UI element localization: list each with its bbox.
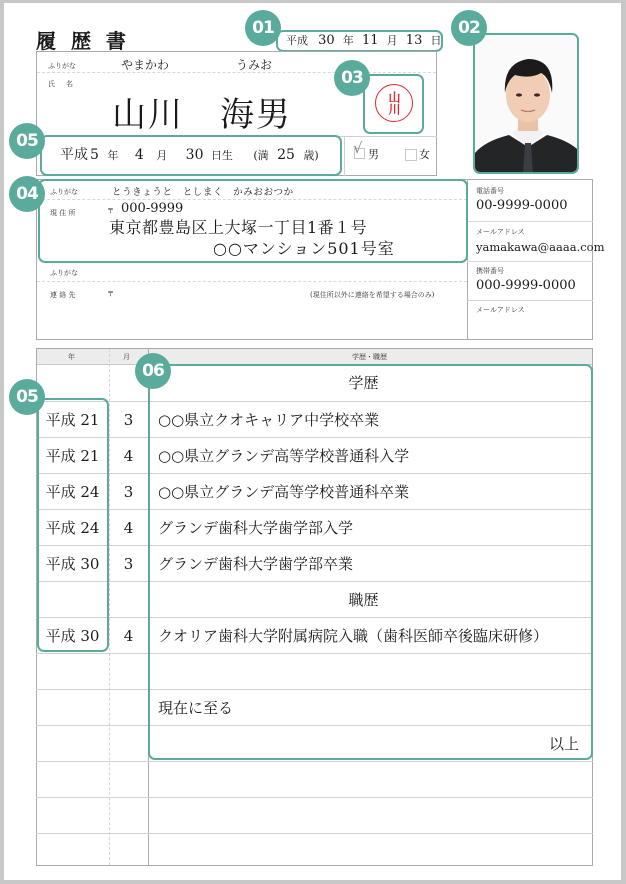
name-furigana-given: うみお xyxy=(236,58,273,72)
history-row: 平成 24 3 ○○県立グランデ高等学校普通科卒業 xyxy=(36,473,593,509)
birth-year: 5 xyxy=(90,147,99,163)
birth-age-prefix: (満 xyxy=(253,149,269,162)
gender-female-checkbox[interactable] xyxy=(405,149,417,161)
section-heading-work: 職歴 xyxy=(348,591,379,609)
contact-postal-mark-icon: 〒 xyxy=(107,290,114,298)
header-month: 月 xyxy=(123,353,130,361)
check-mark-icon: √ xyxy=(353,139,363,157)
header-year: 年 xyxy=(68,353,75,361)
birth-box xyxy=(40,135,342,176)
address-furigana-label: ふりがな xyxy=(50,188,78,196)
badge-02: 02 xyxy=(451,10,487,46)
history-row: 以上 xyxy=(36,725,593,761)
birth-month: 4 xyxy=(134,147,144,163)
badge-03: 03 xyxy=(334,60,370,96)
name-furigana-family: やまかわ xyxy=(121,58,170,72)
history-row: 現在に至る xyxy=(36,689,593,725)
birth-year-unit: 年 xyxy=(107,149,119,162)
birth-age-unit: 歳) xyxy=(303,149,319,162)
history-row xyxy=(36,761,593,797)
gender-male-label: 男 xyxy=(368,148,379,161)
id-photo xyxy=(473,33,579,174)
badge-06: 06 xyxy=(135,353,171,389)
email2-label: メールアドレス xyxy=(476,306,525,314)
date-day-unit: 日 xyxy=(430,34,442,47)
badge-01: 01 xyxy=(245,10,281,46)
date-month: 11 xyxy=(361,33,379,48)
email-value: yamakawa@aaaa.com xyxy=(476,240,605,254)
phone-value: 00-9999-0000 xyxy=(476,198,568,213)
history-row: 平成 21 4 ○○県立グランデ高等学校普通科入学 xyxy=(36,437,593,473)
address-label: 現 住 所 xyxy=(50,209,76,217)
history-row xyxy=(36,833,593,865)
address-line2: ○○マンション501号室 xyxy=(213,239,395,258)
address-postal-code: 000-9999 xyxy=(121,201,184,216)
badge-05-birth: 05 xyxy=(9,123,45,159)
header-desc: 学歴・職歴 xyxy=(352,353,387,361)
document-title: 履 歴 書 xyxy=(36,29,130,53)
name-given: 海男 xyxy=(220,95,292,135)
date-era: 平成 xyxy=(286,34,308,47)
gender-female-label: 女 xyxy=(419,148,430,161)
seal-char: 山川 xyxy=(387,91,401,115)
seal-stamp xyxy=(375,84,413,122)
email-label: メールアドレス xyxy=(476,228,525,236)
contact-note: (現住所以外に連絡を希望する場合のみ) xyxy=(310,291,435,299)
date-box xyxy=(276,30,443,52)
badge-04: 04 xyxy=(9,176,45,212)
birth-month-unit: 月 xyxy=(156,149,168,162)
section-heading-education: 学歴 xyxy=(348,374,379,392)
history-row: 平成 30 4 クオリア歯科大学附属病院入職（歯科医師卒後臨床研修） xyxy=(36,617,593,653)
postal-mark-icon: 〒 xyxy=(107,207,114,215)
address-line1: 東京都豊島区上大塚一丁目1番１号 xyxy=(109,218,368,237)
date-year: 30 xyxy=(318,33,335,48)
name-furigana-label: ふりがな xyxy=(48,62,76,70)
birth-era: 平成 xyxy=(60,147,88,163)
phone-label: 電話番号 xyxy=(476,187,504,195)
history-row xyxy=(36,797,593,833)
seal-box xyxy=(363,74,424,134)
mobile-value: 000-9999-0000 xyxy=(476,278,576,293)
name-label: 氏 名 xyxy=(48,80,75,88)
address-furigana: とうきょうと としまく かみおおつか xyxy=(112,187,294,198)
birth-day: 30 xyxy=(185,147,204,163)
badge-05-history: 05 xyxy=(9,379,45,415)
mobile-label: 携帯番号 xyxy=(476,267,504,275)
history-row: 平成 21 3 ○○県立クオキャリア中学校卒業 xyxy=(36,401,593,437)
description-highlight xyxy=(148,364,593,760)
birth-day-unit: 日生 xyxy=(210,149,233,162)
year-column-highlight xyxy=(37,398,109,652)
birth-age: 25 xyxy=(277,147,295,163)
history-header xyxy=(37,349,592,365)
person-photo-icon xyxy=(475,35,579,174)
date-year-unit: 年 xyxy=(342,34,354,47)
contact-label: 連 絡 先 xyxy=(50,291,76,299)
contact-furigana-label: ふりがな xyxy=(50,269,78,277)
date-day: 13 xyxy=(405,33,423,48)
resume-page xyxy=(4,3,621,880)
history-row: 平成 24 4 グランデ歯科大学歯学部入学 xyxy=(36,509,593,545)
history-row: 平成 30 3 グランデ歯科大学歯学部卒業 xyxy=(36,545,593,581)
name-family: 山川 xyxy=(112,95,184,135)
date-month-unit: 月 xyxy=(386,34,398,47)
